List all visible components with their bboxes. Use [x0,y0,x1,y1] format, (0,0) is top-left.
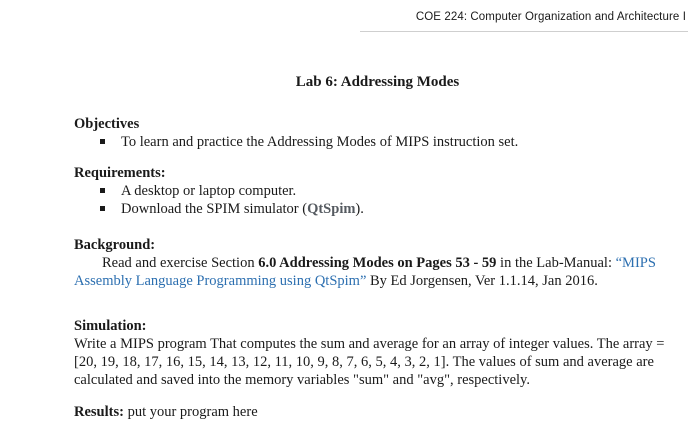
background-section-ref: 6.0 Addressing Modes on Pages 53 - 59 [258,255,497,271]
background-paragraph [74,254,686,290]
simulation-paragraph: Write a MIPS program That computes the sum and average for an array of integer values. The array = [20, 19, 18, 17, 16, 15, 14, 13, 12, 11, 10, 9, 8, 7, 6, 5, 4, 3, 2, 1]. The values of sum and average are calculated and saved into the memory variables "sum" and "avg", respectively. [74,336,665,388]
simulation-heading: Simulation: [74,318,147,334]
requirements-item [74,182,686,200]
simulation-section [74,317,686,389]
objectives-item-text: To learn and practice the Addressing Modes of MIPS instruction set. [121,134,519,150]
results-label: Results: [74,404,124,420]
results-text: put your program here [123,404,258,420]
requirements-item-suffix: ). [355,201,364,217]
requirements-heading: Requirements: [74,165,166,181]
requirements-item [74,200,686,218]
qtspim-name: QtSpim [307,201,356,217]
objectives-heading: Objectives [74,116,140,132]
objectives-section [74,115,686,151]
header-divider [360,31,688,32]
objectives-list [74,133,686,151]
background-section [74,236,686,290]
requirements-item-text: A desktop or laptop computer. [121,183,297,199]
bullet-icon [100,188,105,193]
course-header: COE 224: Computer Organization and Architecture I [415,11,686,23]
background-heading: Background: [74,237,156,253]
manual-title-link[interactable]: “MIPS Assembly Language Programming using QtSpim” [74,255,656,289]
background-text-mid: in the Lab-Manual: [496,255,616,271]
bullet-icon [100,139,105,144]
background-text-suffix: By Ed Jorgensen, Ver 1.1.14, Jan 2016. [366,273,598,289]
lab-title: Lab 6: Addressing Modes [295,74,460,90]
objectives-item [74,133,686,151]
requirements-list [74,182,686,218]
requirements-item-prefix: Download the SPIM simulator ( [121,201,308,217]
background-text-prefix: Read and exercise Section [102,255,259,271]
results-section [74,403,686,421]
requirements-section [74,164,686,218]
bullet-icon [100,206,105,211]
